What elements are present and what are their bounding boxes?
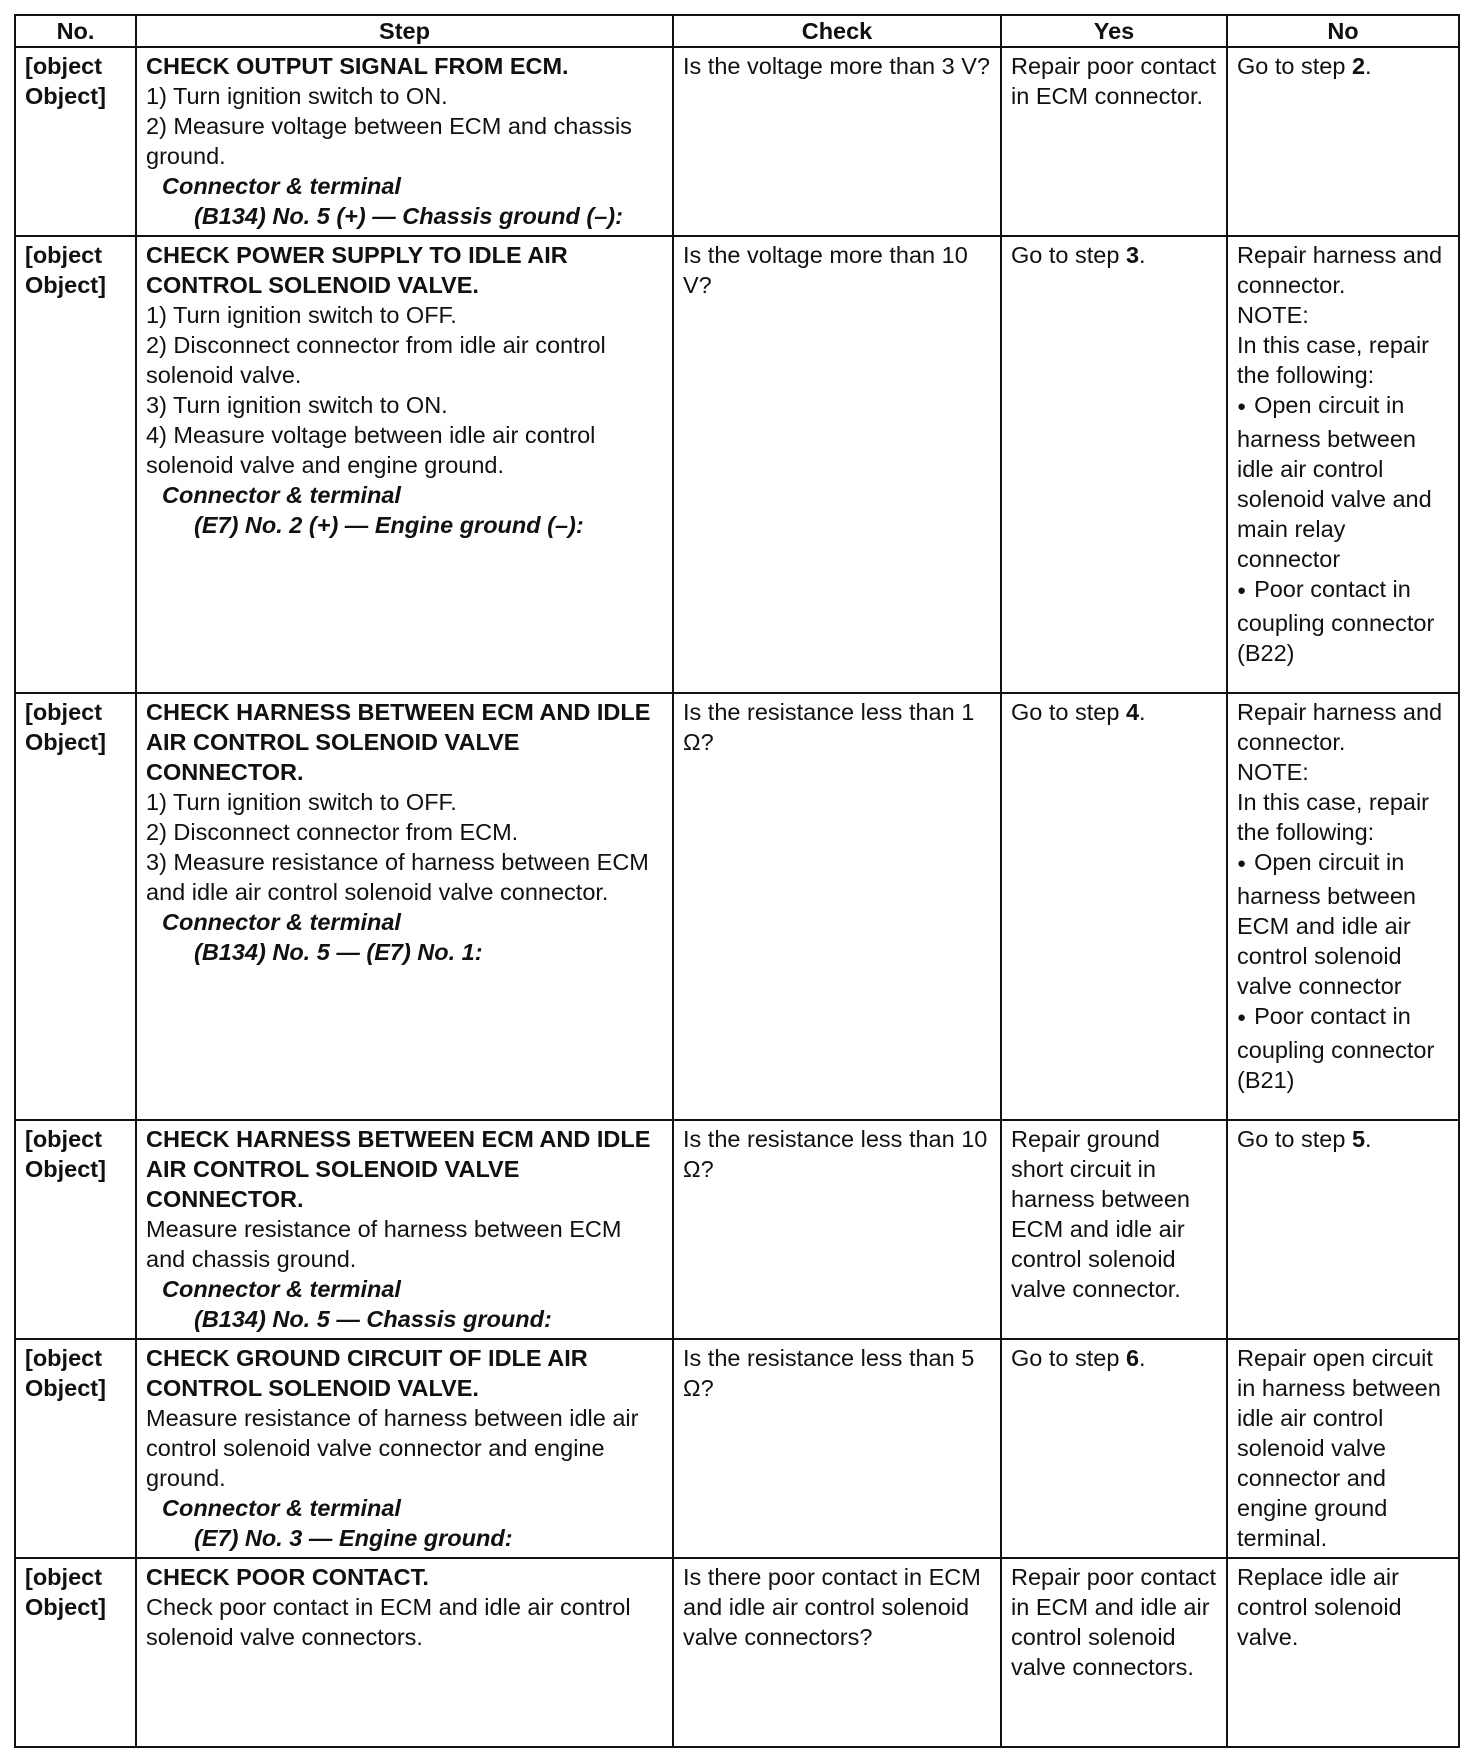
procedure-line: 1) Turn ignition switch to OFF. (146, 788, 457, 815)
connector-label: Connector & terminal (162, 1276, 401, 1303)
goto-prefix: Go to step (1011, 1344, 1126, 1371)
step-cell (136, 236, 673, 692)
note-text: In this case, repair the following: (1237, 788, 1430, 845)
yes-cell (1001, 1339, 1227, 1558)
no-cell: Repair open circuit in harness between idle air control solenoid valve connector and engine ground terminal. (1227, 1339, 1459, 1558)
table-row (15, 1339, 1459, 1558)
repair-instruction: Repair harness and connector. (1237, 242, 1443, 299)
diagnostic-procedure (14, 14, 1458, 1748)
step-title: CHECK OUTPUT SIGNAL FROM ECM. (146, 53, 569, 79)
table-row (15, 1120, 1459, 1339)
step-number: [object Object] (15, 236, 136, 692)
connector-terminal: (B134) No. 5 — Chassis ground: (194, 1306, 552, 1333)
connector-terminal: (B134) No. 5 — (E7) No. 1: (194, 938, 483, 965)
goto-prefix: Go to step (1237, 53, 1352, 79)
step-cell (136, 1558, 673, 1747)
bullet-item: ● Poor contact in coupling connector (B21) (1237, 1001, 1450, 1095)
table-row (15, 1558, 1459, 1747)
step-cell (136, 47, 673, 236)
step-title: CHECK HARNESS BETWEEN ECM AND IDLE AIR CONTROL SOLENOID VALVE CONNECTOR. (146, 1126, 651, 1213)
goto-step-number: 5 (1351, 1126, 1366, 1153)
goto-step-number: 3 (1125, 242, 1140, 269)
bullet-item: ● Open circuit in harness between ECM and idle air control solenoid valve connector (1237, 847, 1450, 1001)
procedure-line: 2) Measure voltage between ECM and chassis ground. (146, 113, 632, 169)
procedure-line: 1) Turn ignition switch to OFF. (146, 302, 457, 329)
procedure-line: 3) Measure resistance of harness between ECM and idle air control solenoid valve connector. (146, 848, 649, 905)
step-cell (136, 693, 673, 1120)
check-cell: Is the resistance less than 5 Ω? (673, 1339, 1001, 1558)
step-number: [object Object] (15, 47, 136, 236)
goto-suffix: . (1139, 1344, 1146, 1371)
note-label: NOTE: (1237, 758, 1309, 785)
no-cell: Replace idle air control solenoid valve. (1227, 1558, 1459, 1747)
goto-prefix: Go to step (1237, 1126, 1352, 1153)
step-cell (136, 1339, 673, 1558)
step-cell (136, 1120, 673, 1339)
table-row (15, 693, 1459, 1120)
goto-suffix: . (1365, 53, 1372, 79)
note-label: NOTE: (1237, 302, 1309, 329)
repair-instruction: Repair harness and connector. (1237, 698, 1443, 755)
bullet-item: ● Open circuit in harness between idle air control solenoid valve and main relay connector (1237, 390, 1450, 574)
yes-cell: Repair poor contact in ECM and idle air control solenoid valve connectors. (1001, 1558, 1227, 1747)
step-number: [object Object] (15, 1120, 136, 1339)
connector-label: Connector & terminal (162, 1494, 401, 1521)
procedure-line: Measure resistance of harness between ECM and chassis ground. (146, 1216, 622, 1273)
header-step: Step (136, 15, 673, 47)
diagnostic-table (14, 14, 1460, 1748)
step-title: CHECK POOR CONTACT. (146, 1563, 429, 1590)
table-row (15, 47, 1459, 236)
goto-prefix: Go to step (1011, 242, 1126, 269)
bullet-item: ● Poor contact in coupling connector (B22) (1237, 574, 1450, 668)
check-cell: Is the voltage more than 10 V? (673, 236, 1001, 692)
procedure-line: 4) Measure voltage between idle air control solenoid valve and engine ground. (146, 422, 596, 479)
procedure-line: 2) Disconnect connector from idle air control solenoid valve. (146, 332, 606, 389)
goto-step-number: 2 (1351, 53, 1366, 79)
goto-suffix: . (1139, 698, 1146, 725)
step-title: CHECK POWER SUPPLY TO IDLE AIR CONTROL SOLENOID VALVE. (146, 242, 568, 299)
no-cell (1227, 236, 1459, 692)
header-yes: Yes (1001, 15, 1227, 47)
yes-cell (1001, 693, 1227, 1120)
connector-terminal: (E7) No. 2 (+) — Engine ground (–): (194, 512, 584, 539)
goto-suffix: . (1139, 242, 1146, 269)
step-number: [object Object] (15, 693, 136, 1120)
procedure-line: 3) Turn ignition switch to ON. (146, 392, 448, 419)
yes-cell: Repair ground short circuit in harness between ECM and idle air control solenoid valve connector. (1001, 1120, 1227, 1339)
step-number: [object Object] (15, 1339, 136, 1558)
goto-suffix: . (1365, 1126, 1372, 1153)
connector-terminal: (E7) No. 3 — Engine ground: (194, 1524, 513, 1551)
no-cell (1227, 47, 1459, 236)
check-cell: Is the resistance less than 10 Ω? (673, 1120, 1001, 1339)
table-row (15, 236, 1459, 692)
check-cell: Is the resistance less than 1 Ω? (673, 693, 1001, 1120)
procedure-line: 1) Turn ignition switch to ON. (146, 83, 448, 109)
no-cell (1227, 693, 1459, 1120)
header-row (15, 15, 1459, 47)
procedure-line: Measure resistance of harness between idle air control solenoid valve connector and engine ground. (146, 1404, 639, 1491)
connector-terminal: (B134) No. 5 (+) — Chassis ground (–): (194, 203, 623, 229)
goto-step-number: 4 (1125, 698, 1140, 725)
step-number: [object Object] (15, 1558, 136, 1747)
no-cell (1227, 1120, 1459, 1339)
connector-label: Connector & terminal (162, 173, 401, 199)
step-title: CHECK HARNESS BETWEEN ECM AND IDLE AIR CONTROL SOLENOID VALVE CONNECTOR. (146, 698, 651, 785)
procedure-line: Check poor contact in ECM and idle air control solenoid valve connectors. (146, 1593, 631, 1650)
connector-label: Connector & terminal (162, 482, 401, 509)
note-text: In this case, repair the following: (1237, 332, 1430, 389)
yes-cell: Repair poor contact in ECM connector. (1001, 47, 1227, 236)
procedure-line: 2) Disconnect connector from ECM. (146, 818, 519, 845)
connector-label: Connector & terminal (162, 908, 401, 935)
goto-prefix: Go to step (1011, 698, 1126, 725)
header-no-result: No (1227, 15, 1459, 47)
check-cell: Is the voltage more than 3 V? (673, 47, 1001, 236)
check-cell: Is there poor contact in ECM and idle air control solenoid valve connectors? (673, 1558, 1001, 1747)
step-title: CHECK GROUND CIRCUIT OF IDLE AIR CONTROL SOLENOID VALVE. (146, 1344, 588, 1401)
yes-cell (1001, 236, 1227, 692)
goto-step-number: 6 (1125, 1344, 1140, 1371)
header-check: Check (673, 15, 1001, 47)
header-no: No. (15, 15, 136, 47)
